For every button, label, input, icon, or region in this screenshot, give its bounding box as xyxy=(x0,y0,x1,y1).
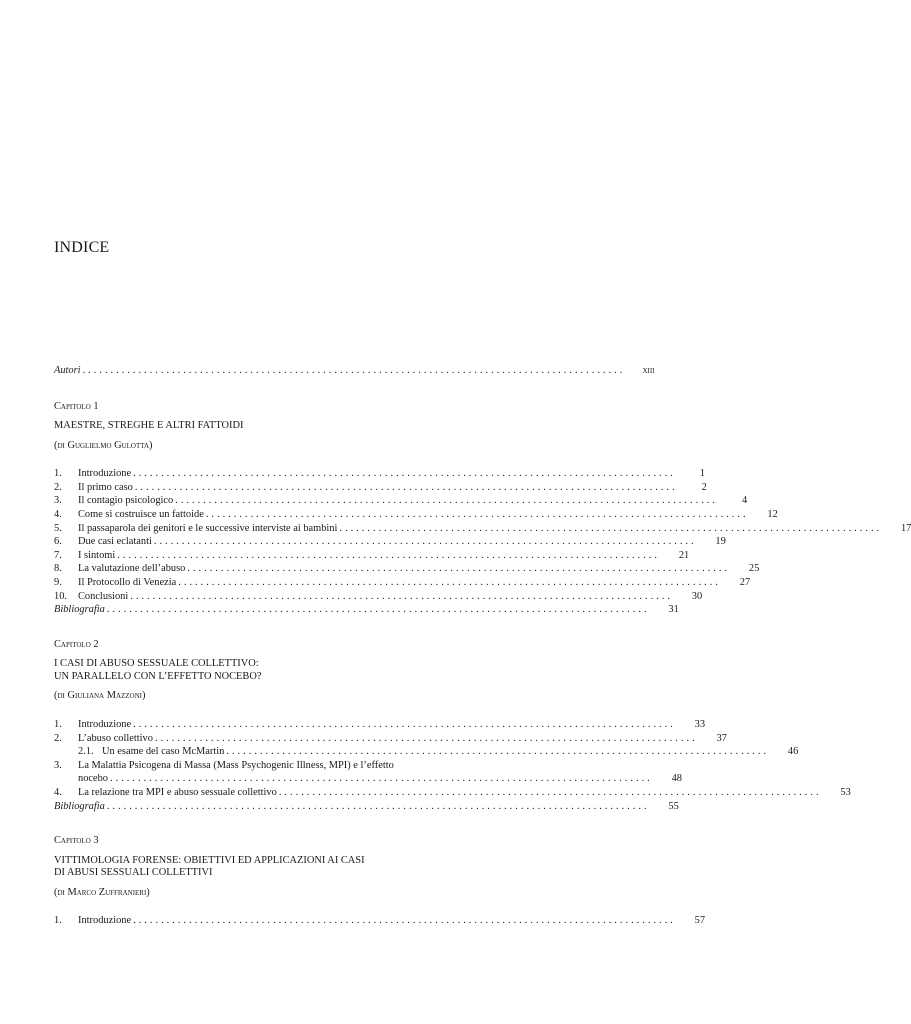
dot-leader xyxy=(279,786,819,800)
toc-subentry[interactable] xyxy=(54,745,799,759)
chapter-1 xyxy=(54,400,911,617)
toc-entry-number: 3. xyxy=(54,759,62,771)
toc-entry[interactable] xyxy=(54,494,748,508)
toc-page-number: 27 xyxy=(739,577,751,589)
toc-entry-title: Il passaparola dei genitori e le successive interviste ai bambini xyxy=(78,522,338,534)
chapter-title-line: UN PARALLELO CON L’EFFETTO NOCEBO? xyxy=(54,670,262,682)
toc-entry-title: L’abuso collettivo xyxy=(78,732,153,744)
table-of-contents xyxy=(54,364,911,928)
toc-entry-number: 6. xyxy=(54,536,62,548)
toc-entry-number: 1. xyxy=(54,915,62,927)
dot-leader xyxy=(107,603,647,617)
chapter-author: (di Guglielmo Gulotta) xyxy=(54,439,153,451)
toc-entry-title-line: La Malattia Psicogena di Massa (Mass Psychogenic Illness, MPI) e l’effetto xyxy=(78,759,394,771)
toc-entry-title: I sintomi xyxy=(78,549,116,561)
toc-page-number: 12 xyxy=(767,509,778,521)
toc-entry-title: La valutazione dell’abuso xyxy=(78,563,186,575)
toc-entry[interactable] xyxy=(54,914,706,928)
chapter-3 xyxy=(54,834,706,928)
toc-page-number: 17 xyxy=(900,522,911,534)
toc-entry-bibliography[interactable] xyxy=(54,603,679,617)
toc-entry-number: 10. xyxy=(54,590,67,602)
toc-entry-number: 1. xyxy=(54,719,62,730)
toc-entry-title: Bibliografia xyxy=(54,604,105,616)
toc-page-number: xiii xyxy=(642,366,655,376)
toc-page-number: 53 xyxy=(840,786,851,798)
dot-leader xyxy=(117,549,657,563)
toc-entry-number: 2.1. xyxy=(78,746,94,758)
dot-leader xyxy=(206,508,746,522)
chapter-author: (di Marco Zuffranieri) xyxy=(54,886,150,898)
toc-entry[interactable] xyxy=(54,549,690,563)
toc-entry-title: Introduzione xyxy=(78,719,132,730)
chapter-author: (di Giuliana Mazzoni) xyxy=(54,690,146,702)
dot-leader xyxy=(130,590,670,604)
toc-entry-number: 2. xyxy=(54,732,62,744)
chapter-title xyxy=(54,420,468,433)
toc-entry-number: 4. xyxy=(54,786,62,798)
toc-entry[interactable] xyxy=(54,718,706,732)
toc-page-number: 25 xyxy=(748,563,760,575)
toc-entry-title: Bibliografia xyxy=(54,800,105,812)
page-title: INDICE xyxy=(54,239,110,256)
toc-entry-title: La relazione tra MPI e abuso sessuale collettivo xyxy=(78,786,277,798)
dot-leader xyxy=(133,914,673,928)
toc-entry-number: 8. xyxy=(54,563,62,575)
chapter-label: Capitolo 1 xyxy=(54,400,99,412)
toc-page-number: 2 xyxy=(701,481,707,493)
toc-page-number: 21 xyxy=(678,549,690,561)
chapter-2 xyxy=(54,638,851,813)
toc-entry-autori[interactable] xyxy=(54,364,655,379)
toc-page-number: 4 xyxy=(741,495,748,507)
dot-leader xyxy=(107,800,647,814)
toc-entry-number: 5. xyxy=(54,522,62,534)
toc-page-number: 55 xyxy=(668,800,679,812)
toc-entry[interactable] xyxy=(54,522,911,536)
chapter-title xyxy=(54,658,468,683)
dot-leader xyxy=(135,481,675,495)
toc-entry-title: Due casi eclatanti xyxy=(78,536,152,548)
toc-page-number: 30 xyxy=(691,590,703,602)
toc-entry-number: 3. xyxy=(54,495,62,507)
toc-entry-title: Come si costruisce un fattoide xyxy=(78,509,204,521)
toc-entry-title: Il Protocollo di Venezia xyxy=(78,577,177,589)
toc-entry-title: Il primo caso xyxy=(78,481,133,493)
dot-leader xyxy=(226,745,766,759)
dot-leader xyxy=(187,562,727,576)
toc-page-number: 19 xyxy=(715,536,726,548)
toc-entry-multiline[interactable] xyxy=(54,759,682,786)
toc-entry-title: Introduzione xyxy=(78,468,132,480)
toc-page-number: 48 xyxy=(671,773,682,785)
dot-leader xyxy=(178,576,718,590)
chapter-title-line: I CASI DI ABUSO SESSUALE COLLETTIVO: xyxy=(54,658,259,670)
dot-leader xyxy=(339,522,879,536)
chapter-label: Capitolo 3 xyxy=(54,835,99,847)
toc-entry-number: 7. xyxy=(54,549,62,561)
chapter-label: Capitolo 2 xyxy=(54,638,99,650)
dot-leader xyxy=(154,535,694,549)
toc-entry[interactable] xyxy=(54,508,778,522)
toc-page-number: 37 xyxy=(716,732,727,744)
toc-entry[interactable] xyxy=(54,481,707,495)
toc-entry-title: Il contagio psicologico xyxy=(78,495,174,507)
toc-entry-number: 9. xyxy=(54,577,62,589)
toc-entry-title: Conclusioni xyxy=(78,590,129,602)
chapter-title-line: DI ABUSI SESSUALI COLLETTIVI xyxy=(54,867,213,879)
toc-entry[interactable] xyxy=(54,786,851,800)
dot-leader xyxy=(83,364,623,378)
toc-entry[interactable] xyxy=(54,732,727,746)
chapter-title xyxy=(54,855,468,880)
dot-leader xyxy=(175,494,715,508)
toc-page-number: 31 xyxy=(668,604,679,616)
toc-entry-title: Autori xyxy=(54,365,81,376)
toc-entry-number: 2. xyxy=(54,481,62,493)
toc-page-number: 46 xyxy=(787,746,799,758)
dot-leader xyxy=(133,467,673,481)
toc-entry[interactable] xyxy=(54,562,760,576)
toc-entry[interactable] xyxy=(54,576,751,590)
toc-page-number: 1 xyxy=(699,468,706,480)
chapter-title-line: MAESTRE, STREGHE E ALTRI FATTOIDI xyxy=(54,420,244,432)
toc-entry-bibliography[interactable] xyxy=(54,800,679,814)
toc-entry[interactable] xyxy=(54,467,706,481)
chapter-title-line: VITTIMOLOGIA FORENSE: OBIETTIVI ED APPLICAZIONI AI CASI xyxy=(54,854,365,866)
toc-entry-number: 1. xyxy=(54,468,62,480)
toc-entry-title: Introduzione xyxy=(78,915,132,927)
dot-leader xyxy=(133,718,673,732)
toc-entry-number: 4. xyxy=(54,509,62,521)
dot-leader xyxy=(155,732,695,746)
toc-entry-title: Un esame del caso McMartin xyxy=(102,746,225,758)
toc-entry[interactable] xyxy=(54,590,703,604)
dot-leader xyxy=(110,772,650,786)
toc-page-number: 57 xyxy=(694,915,706,927)
toc-page-number: 33 xyxy=(694,719,706,730)
toc-entry[interactable] xyxy=(54,535,726,549)
toc-entry-title: nocebo xyxy=(78,773,109,785)
